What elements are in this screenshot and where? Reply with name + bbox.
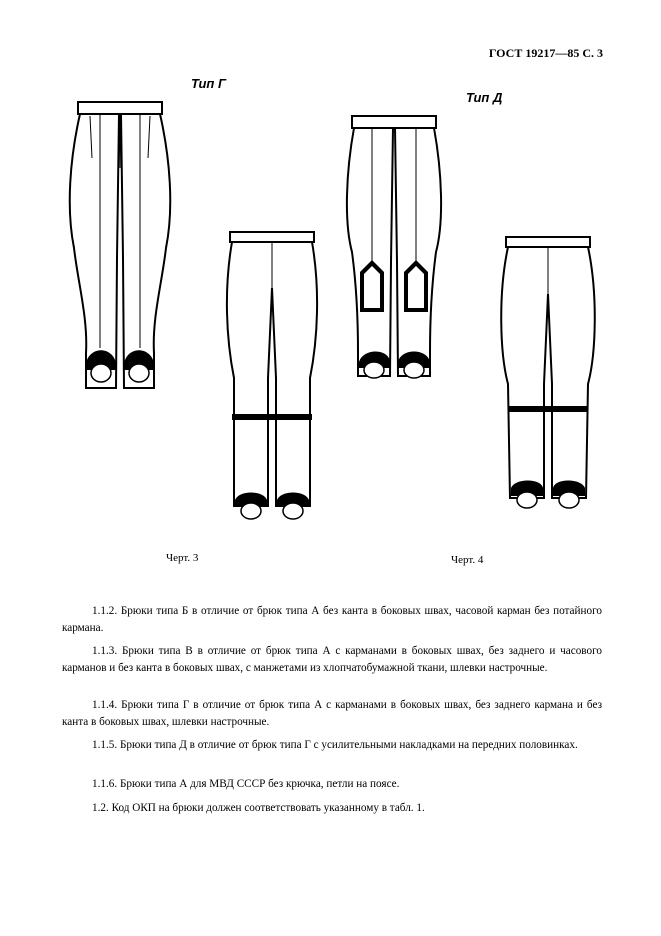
- type-d-back-drawing: [496, 234, 600, 516]
- paragraph-1-1-3: 1.1.3. Брюки типа В в отличие от брюк типа А с карманами в боковых швах, без заднего и часового карманов и без канта в боковых швах, с манжетами из хлопчатобумажной ткани, шлевки настрочные.: [62, 645, 602, 674]
- type-g-back-drawing: [222, 228, 322, 526]
- caption-figure-4: Черт. 4: [451, 554, 484, 566]
- paragraph-1-1-4: 1.1.4. Брюки типа Г в отличие от брюк типа А с карманами в боковых швах, без заднего кармана и без канта в боковых швах, шлевки настрочные.: [62, 699, 602, 728]
- type-g-front-drawing: [70, 98, 170, 398]
- type-d-label: Тип Д: [466, 90, 503, 105]
- caption-figure-3: Черт. 3: [166, 552, 199, 564]
- paragraph-1-1-5: 1.1.5. Брюки типа Д в отличие от брюк типа Г с усилительными накладками на передних половинках.: [92, 739, 578, 751]
- type-g-label: Тип Г: [191, 76, 226, 91]
- type-d-front-drawing: [346, 112, 442, 390]
- paragraph-1-1-6: 1.1.6. Брюки типа А для МВД СССР без крючка, петли на поясе.: [92, 778, 400, 790]
- paragraph-1-2: 1.2. Код ОКП на брюки должен соответствовать указанному в табл. 1.: [92, 802, 425, 814]
- page-header: ГОСТ 19217—85 С. 3: [488, 46, 603, 60]
- paragraph-1-1-2: 1.1.2. Брюки типа Б в отличие от брюк типа А без канта в боковых швах, часовой карман без потайного кармана.: [62, 605, 602, 634]
